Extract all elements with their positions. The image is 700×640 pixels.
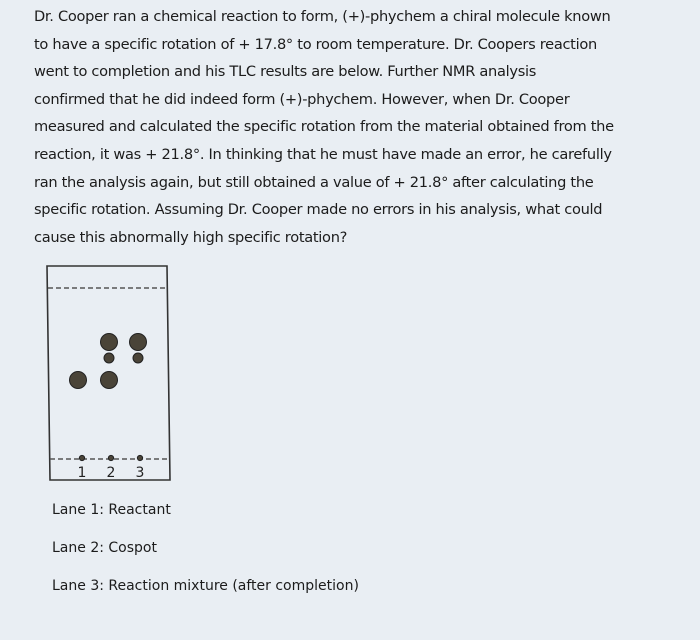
lane2-spot-lower — [101, 372, 118, 389]
question-line: ran the analysis again, but still obtained a value of + 21.8° after calculating the — [34, 173, 594, 191]
lane3-spot-upper — [130, 334, 147, 364]
question-line: measured and calculated the specific rotation from the material obtained from the — [34, 118, 614, 136]
lane-number-2: 2 — [106, 465, 116, 481]
lane-number-1: 1 — [77, 465, 87, 481]
lane1-label: Lane 1: Reactant — [52, 502, 171, 518]
lane3-label: Lane 3: Reaction mixture (after completion) — [52, 578, 359, 594]
question-line: confirmed that he did indeed form (+)-phychem. However, when Dr. Cooper — [34, 90, 570, 108]
question-line: specific rotation. Assuming Dr. Cooper made no errors in his analysis, what could — [34, 201, 603, 219]
question-line: cause this abnormally high specific rotation? — [34, 228, 348, 246]
lane2-spot-upper — [101, 334, 118, 364]
origin-spot-2 — [108, 455, 113, 460]
question-line: Dr. Cooper ran a chemical reaction to form, (+)-phychem a chiral molecule known — [34, 8, 611, 25]
lane2-label: Lane 2: Cospot — [52, 540, 157, 556]
question-line: reaction, it was + 21.8°. In thinking that he must have made an error, he carefully — [34, 145, 612, 163]
origin-spot-1 — [79, 455, 84, 460]
lane1-spot — [70, 372, 87, 389]
question-line: to have a specific rotation of + 17.8° to room temperature. Dr. Coopers reaction — [34, 35, 597, 53]
question-line: went to completion and his TLC results are below. Further NMR analysis — [34, 63, 537, 81]
lane-number-3: 3 — [135, 465, 145, 481]
origin-spot-3 — [137, 455, 142, 460]
